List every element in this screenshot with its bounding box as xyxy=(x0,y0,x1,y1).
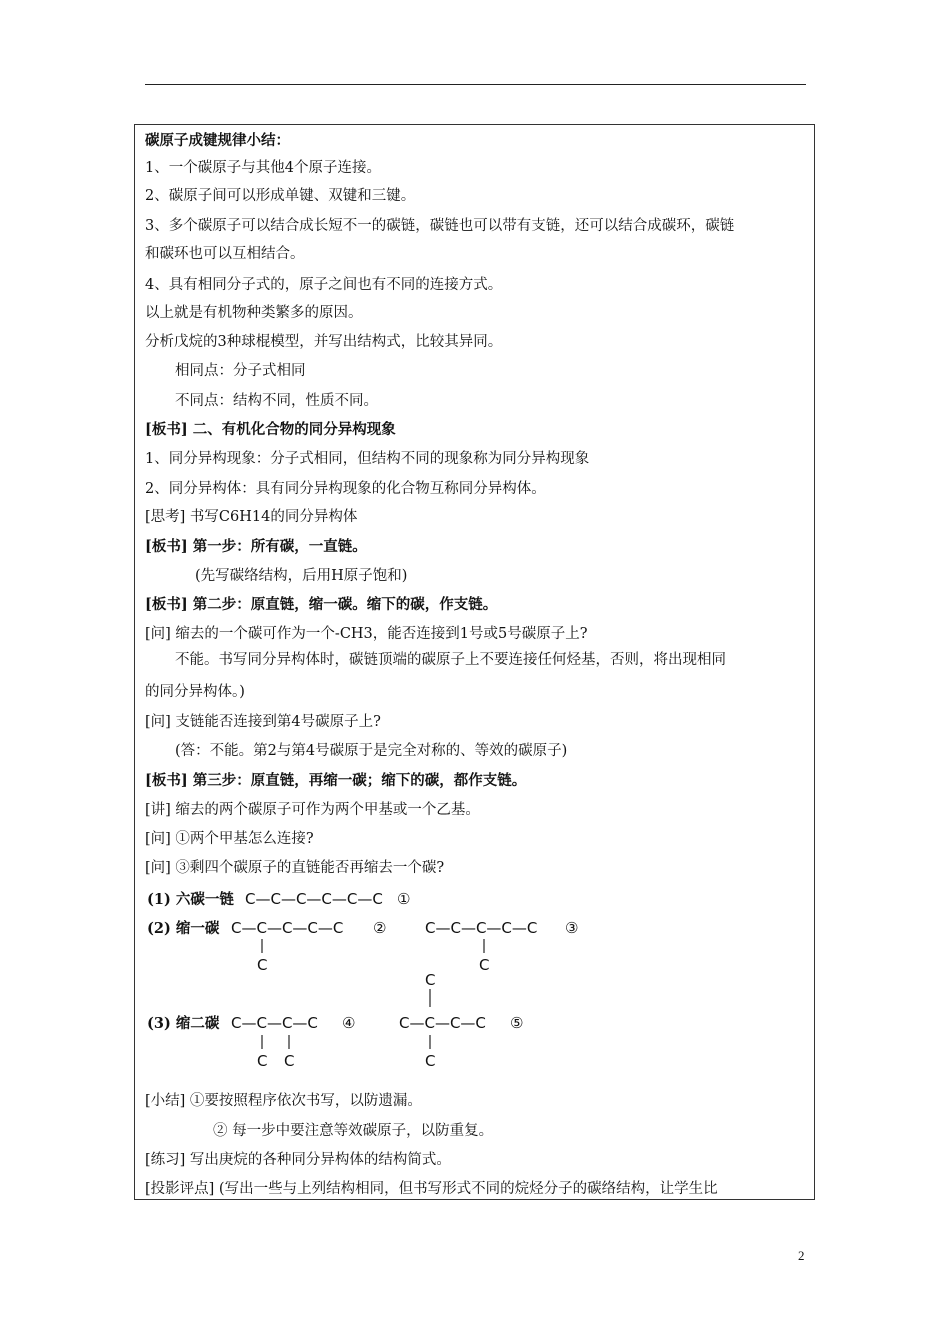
branch-carbon: C xyxy=(425,971,436,989)
text-line: 1、一个碳原子与其他4个原子连接。 xyxy=(145,160,381,176)
text-line: 的同分异构体。) xyxy=(145,684,245,700)
text-line: 1、同分异构现象：分子式相同，但结构不同的现象称为同分异构现象 xyxy=(145,451,590,467)
branch-carbon: C xyxy=(257,1052,268,1070)
text-line: [问] ③剩四个碳原子的直链能否再缩去一个碳? xyxy=(145,860,445,876)
row1-number: ① xyxy=(397,890,411,908)
row2-number-a: ② xyxy=(373,919,387,937)
summary-heading: 碳原子成键规律小结： xyxy=(145,132,290,149)
text-line: (先写碳络结构，后用H原子饱和) xyxy=(195,568,408,584)
header-rule xyxy=(145,84,806,85)
text-line: [讲] 缩去的两个碳原子可作为两个甲基或一个乙基。 xyxy=(145,802,480,818)
row3-chain-b: C—C—C—C xyxy=(399,1014,486,1032)
text-line: 相同点：分子式相同 xyxy=(175,363,306,379)
text-line: 不能。书写同分异构体时，碳链顶端的碳原子上不要连接任何烃基，否则，将出现相同 xyxy=(175,652,726,668)
text-line: 4、具有相同分子式的，原子之间也有不同的连接方式。 xyxy=(145,277,503,293)
text-line: [小结] ①要按照程序依次书写，以防遗漏。 xyxy=(145,1093,422,1109)
step-heading: [板书] 第二步：原直链，缩一碳。缩下的碳，作支链。 xyxy=(145,596,498,613)
step-heading: [板书] 第三步：原直链，再缩一碳；缩下的碳，都作支链。 xyxy=(145,772,527,789)
row3-label: (3) 缩二碳 xyxy=(147,1015,220,1032)
text-line: 以上就是有机物种类繁多的原因。 xyxy=(145,305,363,321)
branch-carbon: C xyxy=(284,1052,295,1070)
text-line: 2、碳原子间可以形成单键、双键和三键。 xyxy=(145,188,416,204)
text-line: [思考] 书写C6H14的同分异构体 xyxy=(145,509,358,525)
row3-chain-a: C—C—C—C xyxy=(231,1014,318,1032)
text-line: [投影评点] (写出一些与上列结构相同，但书写形式不同的烷烃分子的碳络结构，让学生比 xyxy=(145,1181,718,1197)
row1-label: (1) 六碳一链 xyxy=(147,891,234,908)
text-line: [问] 支链能否连接到第4号碳原子上? xyxy=(145,714,381,730)
row3-number-b: ⑤ xyxy=(510,1014,524,1032)
branch-carbon: C xyxy=(479,956,490,974)
text-line: 分析戊烷的3种球棍模型，并写出结构式，比较其异同。 xyxy=(145,334,503,350)
text-line: 不同点：结构不同，性质不同。 xyxy=(175,393,378,409)
row2-chain-a: C—C—C—C—C xyxy=(231,919,344,937)
branch-carbon: C xyxy=(425,1052,436,1070)
row2-number-b: ③ xyxy=(565,919,579,937)
section-heading: [板书] 二、有机化合物的同分异构现象 xyxy=(145,421,396,438)
text-line: 和碳环也可以互相结合。 xyxy=(145,246,305,262)
row2-chain-b: C—C—C—C—C xyxy=(425,919,538,937)
isomer-structure-diagram xyxy=(135,877,815,1077)
text-line: [练习] 写出庚烷的各种同分异构体的结构简式。 xyxy=(145,1152,451,1168)
text-line: (答：不能。第2与第4号碳原于是完全对称的、等效的碳原子) xyxy=(175,743,568,759)
step-heading: [板书] 第一步：所有碳，一直链。 xyxy=(145,538,367,555)
page-number: 2 xyxy=(798,1248,805,1263)
text-line: 3、多个碳原子可以结合成长短不一的碳链，碳链也可以带有支链，还可以结合成碳环，碳链 xyxy=(145,218,735,234)
branch-carbon: C xyxy=(257,956,268,974)
content-table xyxy=(134,124,815,1200)
row1-chain: C—C—C—C—C—C xyxy=(245,890,383,908)
text-line: [问] 缩去的一个碳可作为一个-CH3，能否连接到1号或5号碳原子上? xyxy=(145,626,588,642)
row2-label: (2) 缩一碳 xyxy=(147,920,220,937)
text-line: 2、同分异构体：具有同分异构现象的化合物互称同分异构体。 xyxy=(145,481,546,497)
row3-number-a: ④ xyxy=(342,1014,356,1032)
text-line: ② 每一步中要注意等效碳原子，以防重复。 xyxy=(213,1123,494,1139)
text-line: [问] ①两个甲基怎么连接? xyxy=(145,831,314,847)
